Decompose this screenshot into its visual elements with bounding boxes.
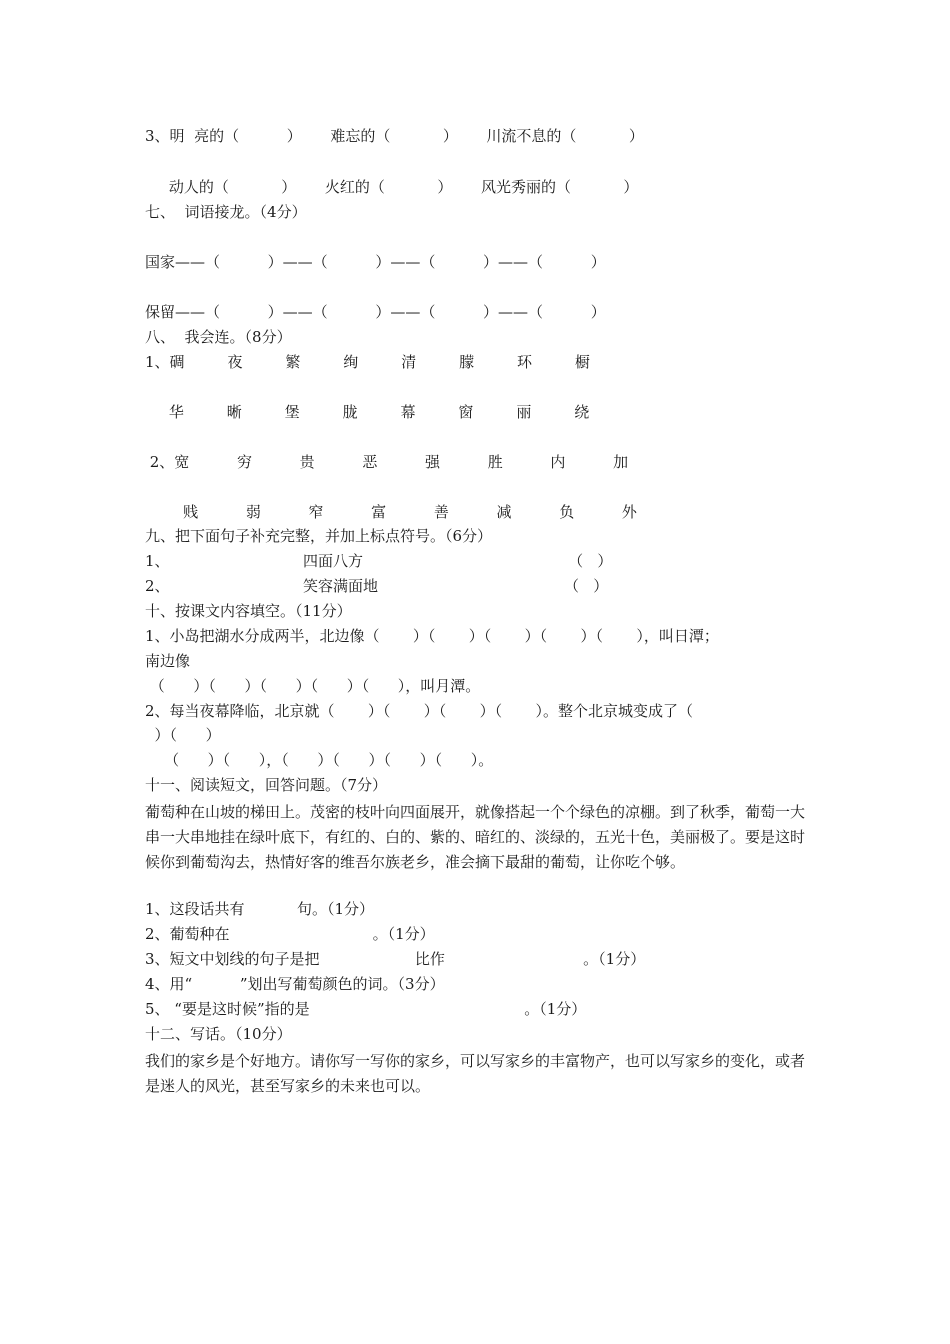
- sec8-group2-top: 2、宽 穷 贵 恶 强 胜 内 加: [145, 453, 629, 471]
- sec11-heading: 十一、阅读短文，回答问题。（7分）: [145, 776, 388, 794]
- sec9-item1: 1、 四面八方 （ ）: [145, 552, 613, 570]
- sec11-passage: 葡萄种在山坡的梯田上。茂密的枝叶向四面展开，就像搭起一个个绿色的凉棚。到了秋季，葡萄一大串一大串地挂在绿叶底下，有红的、白的、紫的、暗红的、淡绿的，五光十色，美丽极了。要是这时候你到葡萄沟去，热情好客的维吾尔族老乡，准会摘下最甜的葡萄，让你吃个够。: [145, 803, 806, 871]
- sec10-q1-line2: 南边像: [145, 652, 191, 670]
- sec11-q5: 5、 “要是这时候”指的是 。（1分）: [145, 1000, 587, 1018]
- sec12-prompt: 我们的家乡是个好地方。请你写一写你的家乡，可以写家乡的丰富物产，也可以写家乡的变化，或者是迷人的风光，甚至写家乡的未来也可以。: [145, 1052, 806, 1095]
- sec11-q2: 2、葡萄种在 。（1分）: [145, 925, 435, 943]
- sec8-group1-bottom: 华 晰 堡 胧 幕 窗 丽 绕: [145, 403, 590, 421]
- sec9-item2: 2、 笑容满面地 （ ）: [145, 577, 609, 595]
- sec8-heading: 八、 我会连。（8分）: [145, 328, 292, 346]
- sec10-q2-line2: ）（ ）: [145, 726, 221, 744]
- sec8-group1-top: 1、碉 夜 繁 绚 清 朦 环 橱: [145, 353, 590, 371]
- sec11-q1: 1、这段话共有 句。（1分）: [145, 900, 375, 918]
- sec7-row2: 保留——（ ）——（ ）——（ ）——（ ）: [145, 303, 606, 321]
- sec10-q2-line3: （ ）（ ），（ ）（ ）（ ）（ ）。: [145, 751, 494, 769]
- sec10-q1-line1: 1、小岛把湖水分成两半，北边像（ ）（ ）（ ）（ ）（ ），叫日潭；: [145, 627, 719, 645]
- sec6-row3: 3、明 亮的（ ） 难忘的（ ） 川流不息的（ ）: [145, 127, 644, 145]
- sec10-heading: 十、按课文内容填空。（11分）: [145, 602, 352, 620]
- sec12-heading: 十二、写话。（10分）: [145, 1025, 292, 1043]
- sec7-heading: 七、 词语接龙。（4分）: [145, 203, 307, 221]
- sec11-q3: 3、短文中划线的句子是把 比作 。（1分）: [145, 950, 646, 968]
- sec8-group2-bottom: 贱 弱 窄 富 善 减 负 外: [145, 503, 637, 521]
- sec9-heading: 九、把下面句子补充完整，并加上标点符号。（6分）: [145, 527, 493, 545]
- sec10-q2-line1: 2、每当夜幕降临，北京就（ ）（ ）（ ）（ ）。整个北京城变成了（: [145, 702, 694, 720]
- sec11-q4: 4、用“ ”划出写葡萄颜色的词。（3分）: [145, 975, 445, 993]
- sec7-row1: 国家——（ ）——（ ）——（ ）——（ ）: [145, 253, 606, 271]
- sec10-q1-line3: （ ）（ ）（ ）（ ）（ ），叫月潭。: [145, 677, 481, 695]
- sec6-row4: 动人的（ ） 火红的（ ） 风光秀丽的（ ）: [145, 178, 639, 196]
